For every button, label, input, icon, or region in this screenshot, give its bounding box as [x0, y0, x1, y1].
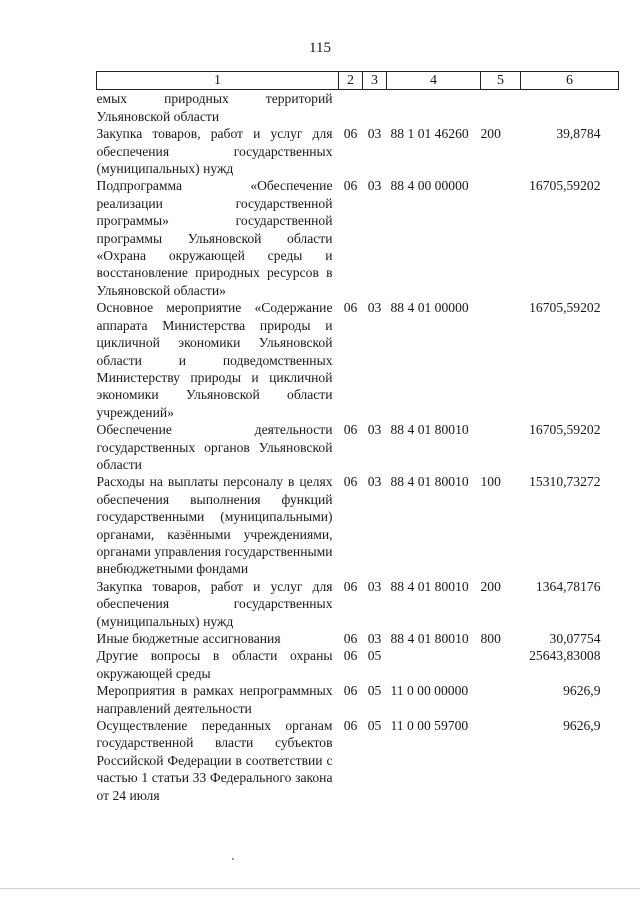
- row-amount: 25643,83008: [529, 648, 601, 664]
- row-name: Основное мероприятие «Содержание аппарата Министерства природы и цикличной экономики Ульяновской области и подведомственных Министерству природы и цикличной экономики Ульяновской области учреждений»: [96, 300, 333, 420]
- row-subsection: 05: [367, 718, 382, 734]
- row-target-code: 88 4 01 80010: [390, 422, 469, 438]
- row-target-code: [387, 90, 481, 125]
- table-row: [97, 177, 619, 299]
- row-expense-type: [481, 299, 521, 421]
- row-amount: 30,07754: [549, 631, 601, 646]
- row-amount: 1364,78176: [535, 578, 601, 594]
- row-subsection: [363, 90, 387, 125]
- table-row: [97, 682, 619, 717]
- row-name: Другие вопросы в области охраны окружающей среды: [96, 648, 333, 681]
- column-header: 1: [97, 72, 339, 90]
- row-subsection: 03: [367, 422, 382, 438]
- row-target-code: 88 1 01 46260: [390, 126, 469, 142]
- row-section: 06: [343, 126, 358, 142]
- row-expense-type: [481, 421, 521, 473]
- row-section: 06: [343, 718, 358, 734]
- row-subsection: 03: [367, 578, 382, 594]
- row-section: 06: [343, 300, 358, 316]
- table-row: [97, 90, 619, 125]
- row-section: 06: [343, 648, 358, 664]
- table-row: [97, 125, 619, 177]
- row-target-code: 11 0 00 59700: [390, 718, 469, 734]
- row-expense-type: [481, 647, 521, 682]
- row-expense-type: [481, 90, 521, 125]
- row-expense-type: [481, 177, 521, 299]
- row-name: емых природных территорий Ульяновской области: [96, 91, 333, 124]
- row-subsection: 03: [367, 126, 382, 142]
- row-expense-type: [481, 682, 521, 717]
- table-row: [97, 473, 619, 577]
- row-section: 06: [343, 178, 358, 194]
- table-header-row: [97, 72, 619, 90]
- row-amount: [521, 90, 619, 125]
- row-subsection: 03: [367, 300, 382, 316]
- budget-table: [96, 71, 619, 804]
- row-expense-type: 200: [480, 578, 501, 594]
- row-amount: 16705,59202: [529, 422, 601, 438]
- row-amount: 9626,9: [563, 718, 601, 734]
- row-subsection: 05: [367, 648, 382, 664]
- row-section: 06: [343, 422, 358, 438]
- row-section: 06: [343, 578, 358, 594]
- row-target-code: 88 4 00 00000: [390, 178, 469, 194]
- page-number: 115: [309, 40, 331, 56]
- row-amount: 9626,9: [563, 683, 601, 699]
- row-name: Закупка товаров, работ и услуг для обеспечения государственных (муниципальных) нужд: [96, 126, 333, 177]
- column-header: 5: [481, 72, 521, 90]
- row-target-code: 88 4 01 00000: [390, 300, 469, 316]
- row-target-code: 88 4 01 80010: [390, 474, 469, 490]
- row-subsection: 03: [367, 474, 382, 490]
- row-expense-type: 800: [480, 631, 501, 646]
- table-row: [97, 717, 619, 804]
- row-target-code: [387, 647, 481, 682]
- scan-artifact: [232, 858, 234, 860]
- row-section: 06: [343, 683, 358, 699]
- column-header: 4: [387, 72, 481, 90]
- row-section: [339, 90, 363, 125]
- row-name: Обеспечение деятельности государственных органов Ульяновской области: [96, 422, 333, 472]
- row-amount: 15310,73272: [529, 474, 601, 490]
- row-section: 06: [343, 474, 358, 490]
- column-header: 2: [339, 72, 363, 90]
- table-row: [97, 647, 619, 682]
- row-name: Иные бюджетные ассигнования: [96, 631, 281, 646]
- row-expense-type: 200: [480, 126, 501, 142]
- row-amount: 16705,59202: [529, 300, 601, 316]
- scan-artifact: [0, 888, 640, 889]
- row-name: Расходы на выплаты персоналу в целях обеспечения выполнения функций государственными (муниципальными) органами, казёнными учреждениями, органами управления государственными внебюджетными фондами: [96, 474, 333, 577]
- table-row: [97, 578, 619, 630]
- row-amount: 39,8784: [556, 126, 601, 142]
- row-name: Закупка товаров, работ и услуг для обеспечения государственных (муниципальных) нужд: [96, 578, 333, 629]
- row-target-code: 11 0 00 00000: [390, 683, 469, 699]
- row-subsection: 03: [367, 631, 382, 646]
- row-expense-type: [481, 717, 521, 804]
- table-row: [97, 630, 619, 647]
- row-subsection: 03: [367, 178, 382, 194]
- column-header: 6: [521, 72, 619, 90]
- table-row: [97, 299, 619, 421]
- row-target-code: 88 4 01 80010: [390, 578, 469, 594]
- row-subsection: 05: [367, 683, 382, 699]
- row-name: Подпрограмма «Обеспечение реализации государственной программы» государственной программы Ульяновской области «Охрана окружающей среды и восстановление природных ресурсов в Ульяновской области»: [96, 178, 333, 298]
- row-expense-type: 100: [480, 474, 501, 490]
- row-amount: 16705,59202: [529, 178, 601, 194]
- column-header: 3: [363, 72, 387, 90]
- row-name: Мероприятия в рамках непрограммных направлений деятельности: [96, 683, 333, 716]
- row-target-code: 88 4 01 80010: [390, 631, 469, 646]
- table-row: [97, 421, 619, 473]
- row-section: 06: [343, 631, 358, 646]
- row-name: Осуществление переданных органам государственной власти субъектов Российской Федерации в соответствии с частью 1 статьи 33 Федерального закона от 24 июля: [96, 718, 333, 803]
